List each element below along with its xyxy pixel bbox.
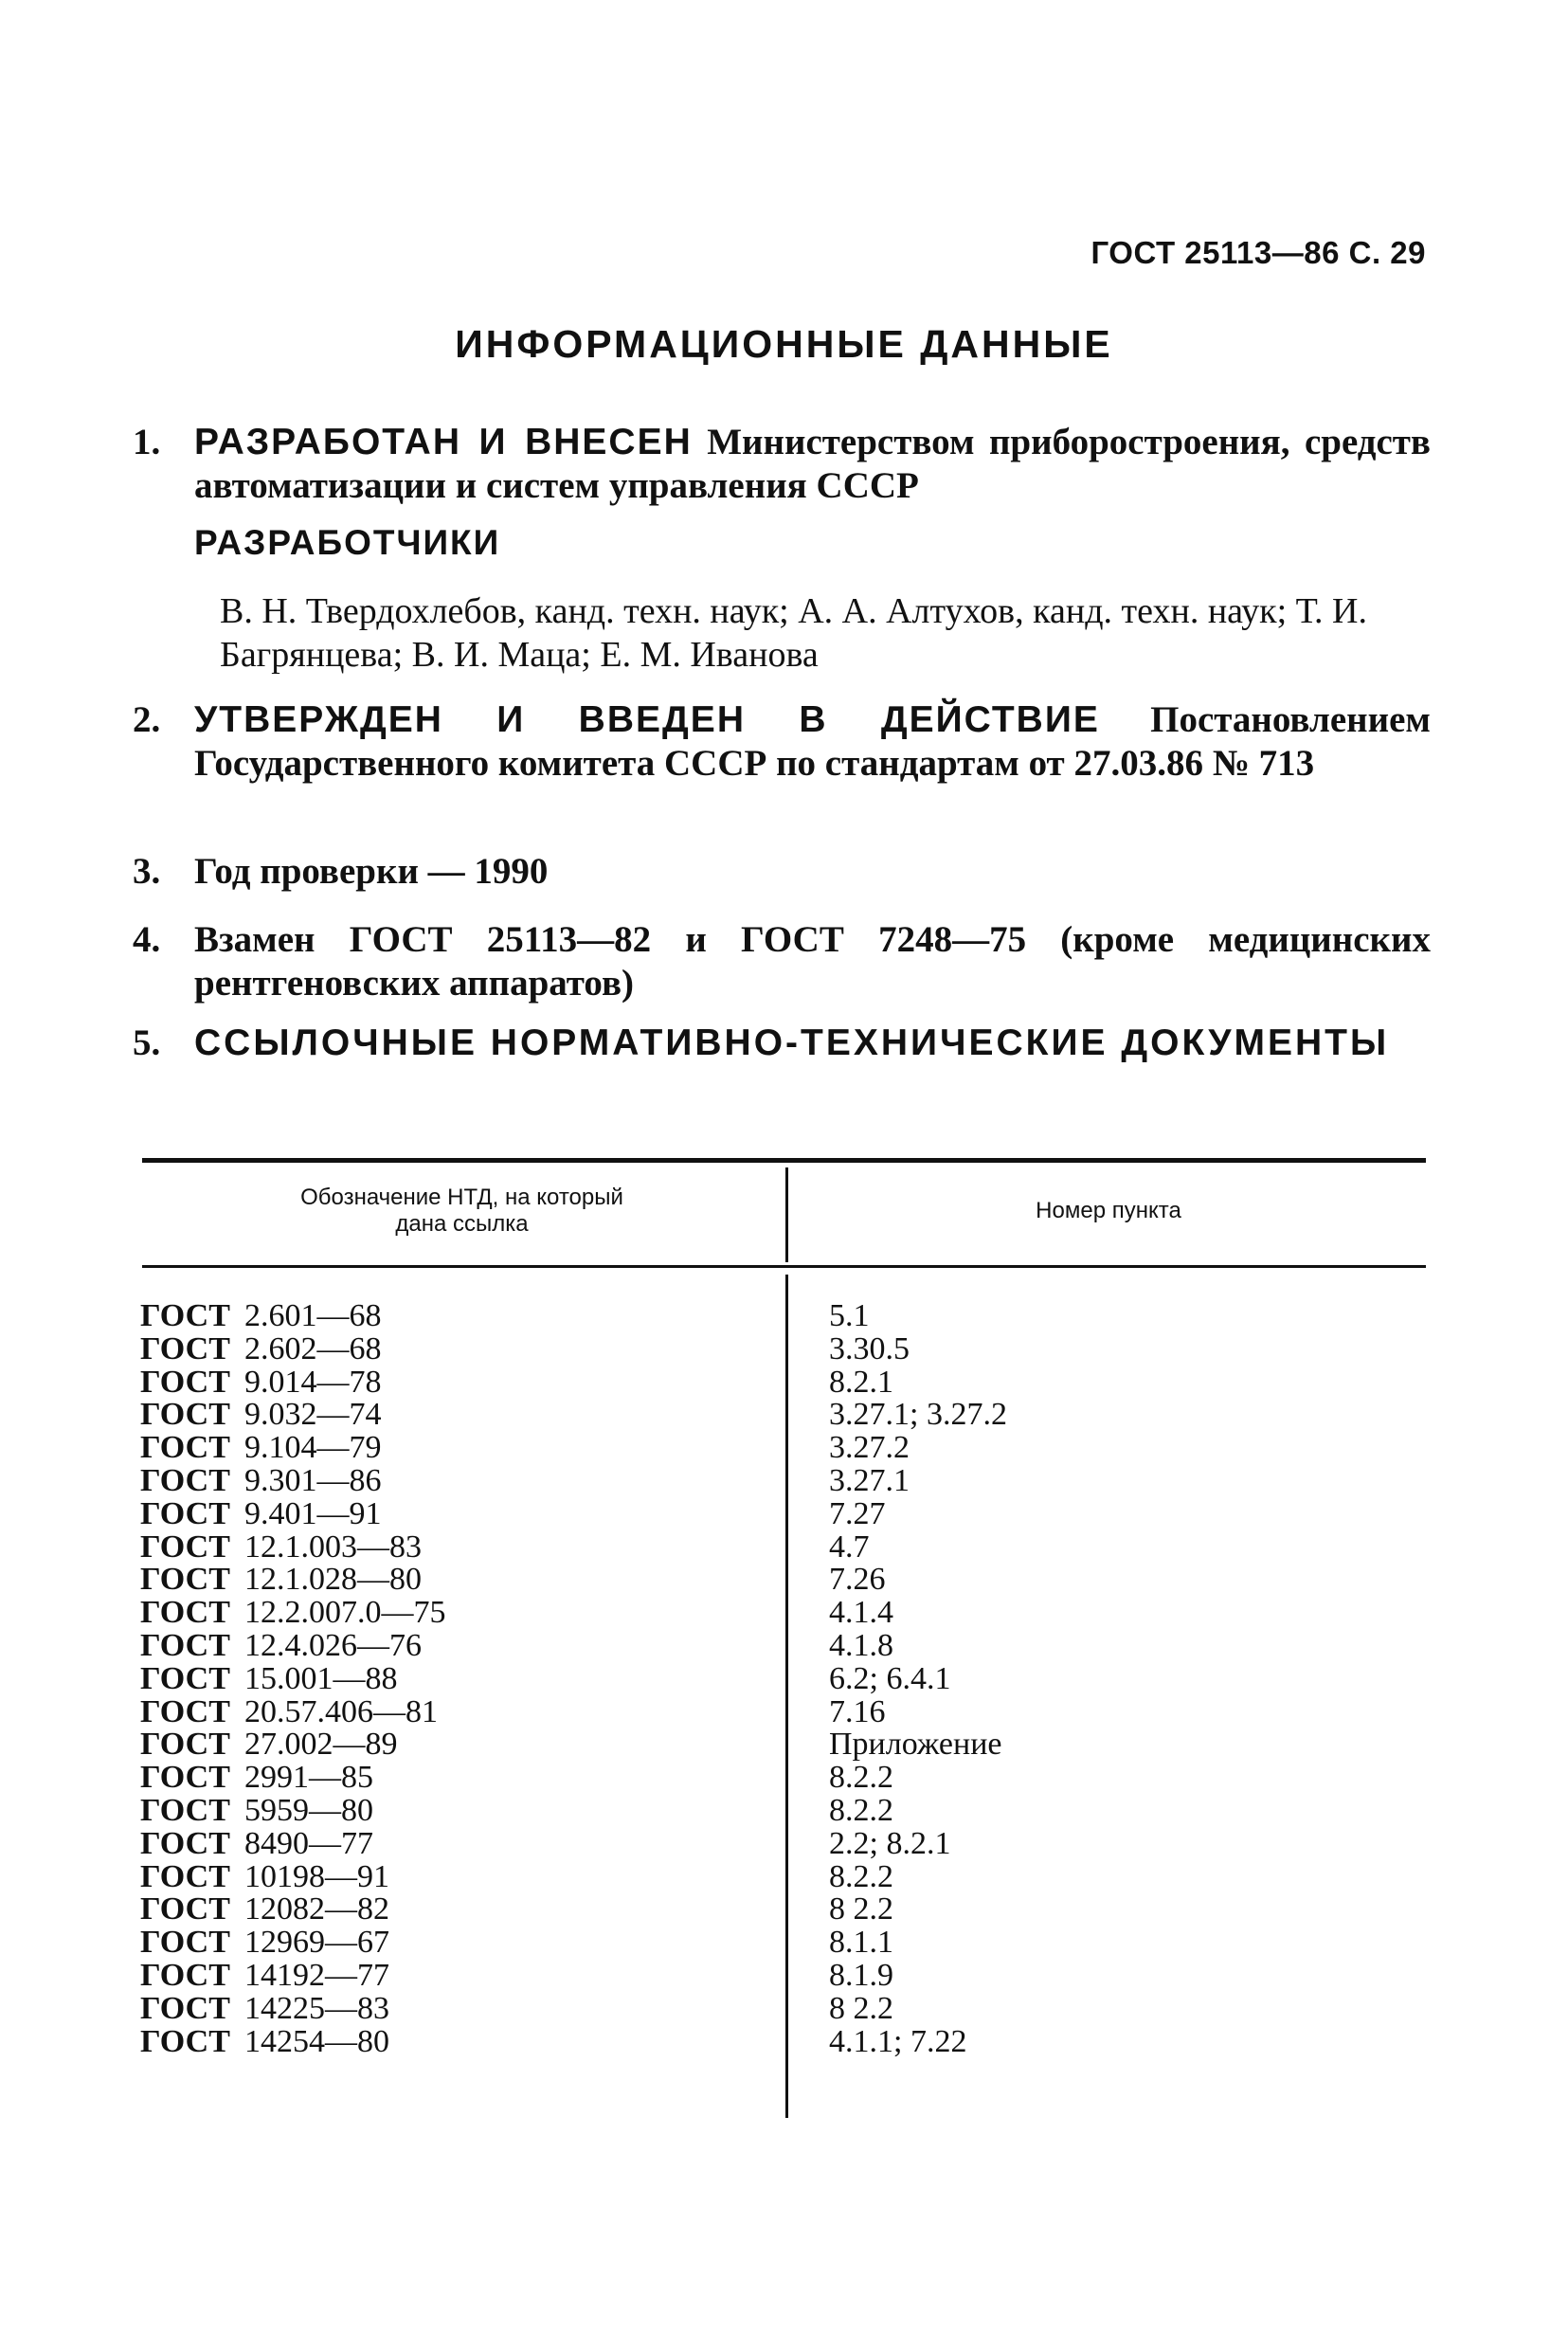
table-body [140,1300,1372,2058]
standard-code: 14254—80 [244,2023,389,2059]
table-row [140,1627,1372,1663]
table-row [140,1693,1372,1729]
table-row [140,1399,1372,1432]
clause-number: 8.1.1 [829,1925,893,1961]
table-top-rule [142,1158,1426,1163]
gost-prefix: ГОСТ [140,1760,230,1796]
standard-code: 12.2.007.0—75 [244,1595,446,1631]
table-row [140,1990,1372,2026]
table-row [140,1957,1372,1993]
table-row [140,1531,1372,1565]
table-row [140,1728,1372,1762]
gost-prefix: ГОСТ [140,1298,230,1333]
table-row [140,2023,1372,2059]
clause-number: 8 2.2 [829,1891,893,1927]
table-row [140,1330,1372,1366]
item-text: Постановлением Государственного комитета СССР по стандартам от 27.03.86 № 713 [194,699,1431,784]
gost-prefix: ГОСТ [140,1627,230,1663]
item-text: Год проверки — 1990 [194,851,549,892]
info-item-5 [133,1022,1431,1065]
clause-number: 3.30.5 [829,1330,910,1366]
clause-number: 4.1.1; 7.22 [829,2023,967,2059]
table-header-divider [785,1167,788,1262]
standard-code: 27.002—89 [244,1727,398,1763]
gost-prefix: ГОСТ [140,1727,230,1763]
gost-prefix: ГОСТ [140,1693,230,1729]
gost-prefix: ГОСТ [140,1330,230,1366]
table-row [140,1858,1372,1894]
standard-code: 2991—85 [244,1760,373,1796]
clause-number: 7.27 [829,1495,886,1531]
gost-prefix: ГОСТ [140,1364,230,1400]
standard-code: 12.4.026—76 [244,1627,422,1663]
table-row [140,1927,1372,1960]
item-number: 1. [133,422,161,462]
clause-number: 8.2.2 [829,1858,893,1894]
gost-prefix: ГОСТ [140,2023,230,2059]
standard-code: 9.401—91 [244,1495,382,1531]
item-caption: ССЫЛОЧНЫЕ НОРМАТИВНО-ТЕХНИЧЕСКИЕ ДОКУМЕНТЫ [194,1022,1390,1063]
info-item-2 [133,698,1431,786]
standard-code: 20.57.406—81 [244,1693,438,1729]
standard-code: 10198—91 [244,1858,389,1894]
standard-code: 14192—77 [244,1957,389,1993]
table-row [140,1597,1372,1630]
clause-number: 8.2.1 [829,1364,893,1400]
gost-prefix: ГОСТ [140,1858,230,1894]
clause-number: 4.1.8 [829,1627,893,1663]
clause-number: 5.1 [829,1298,870,1333]
table-row [140,1462,1372,1498]
standard-code: 14225—83 [244,1990,389,2026]
clause-number: 3.27.1; 3.27.2 [829,1397,1007,1433]
clause-number: Приложение [829,1727,1002,1763]
standard-code: 12969—67 [244,1925,389,1961]
standard-code: 9.104—79 [244,1430,382,1466]
gost-prefix: ГОСТ [140,1430,230,1466]
table-header-clause: Номер пункта [1036,1198,1181,1223]
table-row [140,1432,1372,1465]
table-row [140,1792,1372,1828]
clause-number: 8.2.2 [829,1792,893,1828]
gost-prefix: ГОСТ [140,1495,230,1531]
clause-number: 6.2; 6.4.1 [829,1660,951,1696]
gost-prefix: ГОСТ [140,1397,230,1433]
standard-code: 9.301—86 [244,1462,382,1498]
gost-prefix: ГОСТ [140,1660,230,1696]
table-row [140,1495,1372,1531]
standard-code: 12.1.003—83 [244,1529,422,1565]
gost-prefix: ГОСТ [140,1891,230,1927]
clause-number: 3.27.1 [829,1462,910,1498]
standard-code: 5959—80 [244,1792,373,1828]
gost-prefix: ГОСТ [140,1792,230,1828]
item-caption: РАЗРАБОТАН И ВНЕСЕН [194,422,693,462]
table-row [140,1762,1372,1795]
clause-number: 8.2.2 [829,1760,893,1796]
item-caption: УТВЕРЖДЕН И ВВЕДЕН В ДЕЙСТВИЕ [194,699,1100,740]
standard-code: 12082—82 [244,1891,389,1927]
gost-prefix: ГОСТ [140,1529,230,1565]
clause-number: 7.16 [829,1693,886,1729]
developers-names: В. Н. Твердохлебов, канд. техн. наук; А. А. Алтухов, канд. техн. наук; Т. И. Багрянцева; В. И. Маца; Е. М. Иванова [220,591,1367,675]
table-row [140,1564,1372,1597]
clause-number: 3.27.2 [829,1430,910,1466]
standard-code: 2.601—68 [244,1298,382,1333]
clause-number: 4.1.4 [829,1595,893,1631]
developers-heading: РАЗРАБОТЧИКИ [194,523,501,562]
header-line: Обозначение НТД, на который [300,1185,623,1210]
gost-prefix: ГОСТ [140,1925,230,1961]
page-header: ГОСТ 25113—86 С. 29 [1090,235,1426,270]
info-item-4 [133,918,1431,1005]
item-number: 2. [133,699,161,740]
item-number: 5. [133,1022,161,1063]
standard-code: 9.032—74 [244,1397,382,1433]
info-item-3 [133,850,1431,894]
table-row [140,1893,1372,1927]
standard-code: 9.014—78 [244,1364,382,1400]
item-text: Взамен ГОСТ 25113—82 и ГОСТ 7248—75 (кроме медицинских рентгеновских аппаратов) [194,919,1431,1004]
table-row [140,1825,1372,1861]
clause-number: 7.26 [829,1562,886,1598]
table-row [140,1660,1372,1696]
gost-prefix: ГОСТ [140,1990,230,2026]
standard-code: 15.001—88 [244,1660,398,1696]
table-header-rule [142,1265,1426,1268]
clause-number: 8 2.2 [829,1990,893,2026]
gost-prefix: ГОСТ [140,1595,230,1631]
gost-prefix: ГОСТ [140,1825,230,1861]
table-header-designation [142,1185,782,1238]
standard-code: 2.602—68 [244,1330,382,1366]
table-row [140,1300,1372,1333]
gost-prefix: ГОСТ [140,1957,230,1993]
clause-number: 8.1.9 [829,1957,893,1993]
page-title: ИНФОРМАЦИОННЫЕ ДАННЫЕ [455,322,1113,366]
standard-code: 12.1.028—80 [244,1562,422,1598]
clause-number: 4.7 [829,1529,870,1565]
standard-code: 8490—77 [244,1825,373,1861]
gost-prefix: ГОСТ [140,1562,230,1598]
info-item-1 [133,421,1431,508]
item-number: 4. [133,919,161,960]
gost-prefix: ГОСТ [140,1462,230,1498]
item-text: Министерством приборостроения, средств автоматизации и систем управления СССР [194,422,1431,506]
item-number: 3. [133,851,161,892]
header-line: дана ссылка [395,1211,529,1237]
clause-number: 2.2; 8.2.1 [829,1825,951,1861]
table-row [140,1366,1372,1400]
